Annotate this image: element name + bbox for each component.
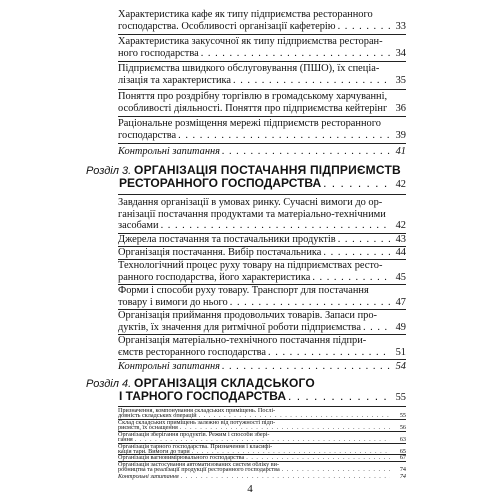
entry-line: Завдання організації в умовах ринку. Сучасні вимоги до ор- — [118, 197, 383, 208]
entry-line: ранного господарства, його характеристика — [118, 271, 311, 283]
entry-line: Технологічний процес руху товару на підприємствах ресто- — [118, 260, 383, 271]
entry-line: Характеристика закусочної як типу підприємства ресторан- — [118, 36, 383, 47]
section-title: І ТАРНОГО ГОСПОДАРСТВА — [119, 388, 287, 403]
page-number: 49 — [395, 321, 406, 333]
entry-line: риємств, їх оснащення — [118, 424, 178, 432]
entry-line: Організація приймання продовольчих товарів. Запаси про- — [118, 310, 377, 321]
toc-entry — [118, 36, 406, 59]
section-label: Розділ 3. — [86, 165, 132, 177]
page-number: 47 — [395, 296, 406, 308]
page-number: 36 — [395, 102, 406, 114]
page-number: 39 — [395, 129, 406, 141]
page-number: 45 — [395, 271, 406, 283]
page-number: 54 — [395, 361, 406, 372]
page-number: 74 — [399, 472, 406, 480]
entry-line: довність складських операцій — [118, 412, 197, 420]
entry-line: Контрольні запитання — [118, 146, 220, 157]
toc-entry — [118, 234, 406, 246]
toc-entry — [118, 247, 406, 259]
toc-entry — [118, 474, 406, 479]
toc-entry — [118, 197, 406, 232]
entry-line: товару і вимоги до нього — [118, 296, 228, 308]
toc-entry — [118, 420, 406, 431]
page-number: 43 — [395, 234, 406, 245]
entry-line: Характеристика кафе як типу підприємства ресторанного — [118, 9, 373, 20]
toc-entry — [118, 91, 406, 114]
toc-entry — [118, 444, 406, 455]
page-number: 34 — [395, 47, 406, 59]
page-number: 33 — [395, 20, 406, 32]
entry-line: господарства. Особливості організації кафетерію — [118, 20, 336, 32]
entry-line: ного господарства — [118, 47, 199, 59]
entry-line: дуктів, їх значення для ритмічної роботи підприємства — [118, 321, 361, 333]
page-number: 74 — [399, 466, 406, 474]
entry-line: Форми і способи руху товару. Транспорт для постачання — [118, 285, 369, 296]
entry-line: господарства — [118, 129, 177, 141]
page-number: 42 — [395, 178, 406, 190]
entry-line: робництва та реалізації продукції ресторанного господарства — [118, 466, 280, 474]
section-label: Розділ 4. — [86, 378, 132, 390]
entry-line: Організація тарного господарства. Призначення і класифі- — [118, 442, 273, 450]
entry-line: Організація матеріально-технічного постачання підпри- — [118, 335, 367, 346]
entry-line: Організація постачання. Вибір постачальника — [118, 247, 322, 258]
page-number: 42 — [395, 220, 406, 232]
page-folio: 4 — [247, 483, 253, 495]
entry-line: Поняття про роздрібну торгівлю в громадському харчуванні, — [118, 91, 388, 102]
toc-entry — [118, 260, 406, 283]
page-number: 35 — [395, 74, 406, 86]
toc-entry — [118, 432, 406, 443]
page-number: 55 — [395, 391, 406, 403]
toc-entry — [118, 335, 406, 358]
entry-line: Підприємства швидкого обслуговування (ПШО), їх спеціа- — [118, 63, 380, 74]
page-number: 65 — [399, 447, 406, 455]
page-number: 63 — [399, 436, 406, 444]
section-title: ОРГАНІЗАЦІЯ СКЛАДСЬКОГО — [134, 376, 315, 390]
page-number: 67 — [399, 454, 406, 462]
entry-line: особливості діяльності. Поняття про підприємства кейтерінг — [118, 102, 388, 114]
section-title: ОРГАНІЗАЦІЯ ПОСТАЧАННЯ ПІДПРИЄМСТВ — [134, 163, 401, 177]
entry-line: Склад складських приміщень залежно від потужності підп- — [118, 418, 276, 426]
page-number: 41 — [395, 146, 406, 157]
toc-entry — [118, 462, 406, 473]
entry-line: Контрольні запитання — [118, 361, 220, 372]
toc-entry — [118, 63, 406, 86]
page-number: 56 — [399, 424, 406, 432]
entry-line: кація тари. Вимоги до тари — [118, 447, 190, 455]
toc-entry — [118, 118, 406, 141]
entry-line: ємств ресторанного господарства — [118, 346, 267, 358]
page-number: 51 — [395, 346, 406, 358]
entry-line: Організація зберігання продуктів. Режим і способи збері- — [118, 430, 270, 438]
entry-line: ганізації постачання продуктами та матеріально-технічними — [118, 208, 386, 220]
section-heading — [86, 378, 406, 403]
toc-entry — [118, 285, 406, 308]
entry-line: гання — [118, 436, 133, 444]
page-number: 44 — [395, 247, 406, 258]
entry-line: Контрольні запитання — [118, 472, 179, 480]
toc-entry — [118, 361, 406, 373]
entry-line: Джерела постачання та постачальники продуктів — [118, 234, 336, 245]
section-title: РЕСТОРАННОГО ГОСПОДАРСТВА — [119, 175, 322, 190]
entry-line: Призначення, компонування складських приміщень. Послі- — [118, 407, 276, 414]
entry-line: Раціональне розміщення мережі підприємств ресторанного — [118, 118, 381, 129]
entry-line: Організація вагновимірювального господарства — [118, 454, 245, 462]
entry-line: Організація застосування автоматизованих систем обліку ви- — [118, 460, 280, 468]
toc-entry — [118, 146, 406, 158]
toc-entry — [118, 408, 406, 419]
entry-line: лізація та характеристика — [118, 74, 232, 86]
entry-line: засобами — [118, 220, 159, 232]
section-heading — [86, 165, 406, 190]
toc-entry — [118, 9, 406, 32]
page-number: 55 — [399, 412, 406, 420]
toc-entry — [118, 310, 406, 333]
